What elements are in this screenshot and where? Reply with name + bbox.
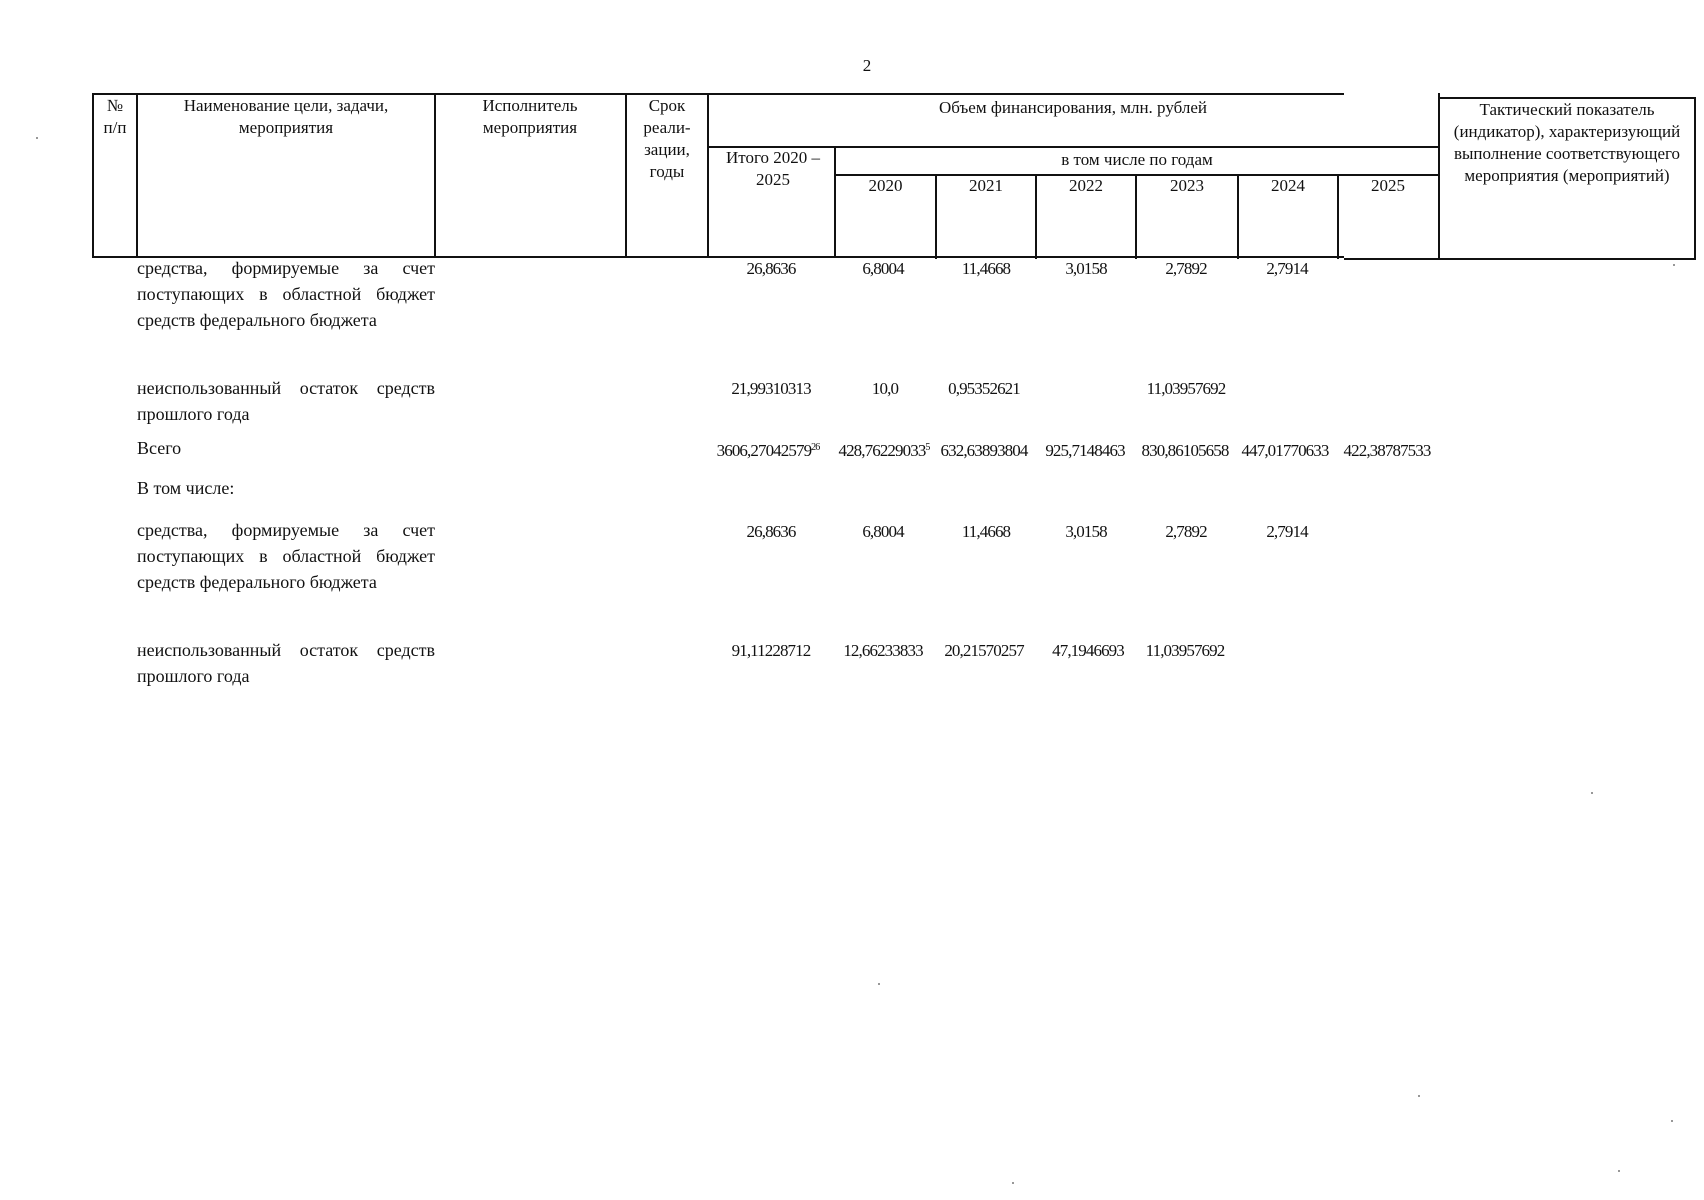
header-name: Наименование цели, задачи, мероприятия (183, 96, 389, 137)
row-2020: 428,76229033$^5$ (838, 441, 930, 460)
row-2025: 422,38787533 (1343, 441, 1431, 460)
row-label: В том числе: (137, 478, 235, 498)
header-executor: Исполнитель мероприятия (482, 96, 578, 137)
header-by-years: в том числе по годам (1061, 150, 1213, 169)
row-2023: 11,03957692 (1146, 379, 1226, 398)
row-2023: 2,7892 (1165, 522, 1207, 541)
row-2020: 12,66233833 (843, 641, 923, 660)
scan-speck (1618, 1170, 1620, 1172)
header-year-2024: 2024 (1271, 176, 1305, 195)
page-number: 2 (862, 56, 872, 75)
header-year-2023: 2023 (1170, 176, 1204, 195)
row-2024: 2,7914 (1266, 259, 1308, 278)
row-2021: 11,4668 (961, 522, 1011, 541)
row-2020: 6,8004 (862, 522, 904, 541)
row-label: неиспользованный остаток средств прошлого года (137, 378, 435, 424)
row-2021: 632,63893804 (940, 441, 1028, 460)
row-total: 26,8636 (746, 259, 796, 278)
scan-speck (1591, 792, 1593, 794)
scan-speck (1673, 264, 1675, 266)
row-2022: 47,1946693 (1052, 641, 1124, 660)
row-label: средства, формируемые за счет поступающих в областной бюджет средств федерального бюджета (137, 258, 435, 330)
header-year-2021: 2021 (969, 176, 1003, 195)
row-2023: 11,03957692 (1145, 641, 1225, 660)
row-2023: 830,86105658 (1141, 441, 1229, 460)
row-label: средства, формируемые за счет поступающих в областной бюджет средств федерального бюджета (137, 520, 435, 592)
row-total: 91,11228712 (731, 641, 811, 660)
row-2024: 2,7914 (1266, 522, 1308, 541)
header-period: Срок реали- зации, годы (643, 96, 691, 181)
row-2021: 11,4668 (961, 259, 1011, 278)
scan-speck (1418, 1095, 1420, 1097)
row-2023: 2,7892 (1165, 259, 1207, 278)
row-total: 26,8636 (746, 522, 796, 541)
row-total: 3606,27042579$^{26}$ (716, 441, 820, 460)
header-num: № п/п (103, 96, 127, 137)
row-2021: 0,95352621 (948, 379, 1020, 398)
row-label: неиспользованный остаток средств прошлого года (137, 640, 435, 686)
header-total: Итого 2020 – 2025 (725, 148, 821, 189)
row-label: Всего (137, 438, 182, 458)
row-2020: 10,0 (871, 379, 899, 398)
header-funding: Объем финансирования, млн. рублей (939, 98, 1207, 117)
scan-speck (1012, 1182, 1014, 1184)
header-indicator: Тактический показатель (индикатор), характеризующий выполнение соответствующего мероприятия (мероприятий) (1453, 100, 1681, 185)
row-2022: 925,7148463 (1045, 441, 1125, 460)
scan-speck (1671, 1120, 1673, 1122)
header-year-2022: 2022 (1069, 176, 1103, 195)
row-total: 21,99310313 (731, 379, 811, 398)
row-2020: 6,8004 (862, 259, 904, 278)
row-2022: 3,0158 (1065, 259, 1107, 278)
row-2021: 20,21570257 (944, 641, 1024, 660)
header-year-2020: 2020 (868, 176, 903, 195)
scan-speck (36, 137, 38, 139)
row-2024: 447,01770633 (1241, 441, 1329, 460)
header-year-2025: 2025 (1371, 176, 1405, 195)
row-2022: 3,0158 (1065, 522, 1107, 541)
scan-speck (878, 983, 880, 985)
